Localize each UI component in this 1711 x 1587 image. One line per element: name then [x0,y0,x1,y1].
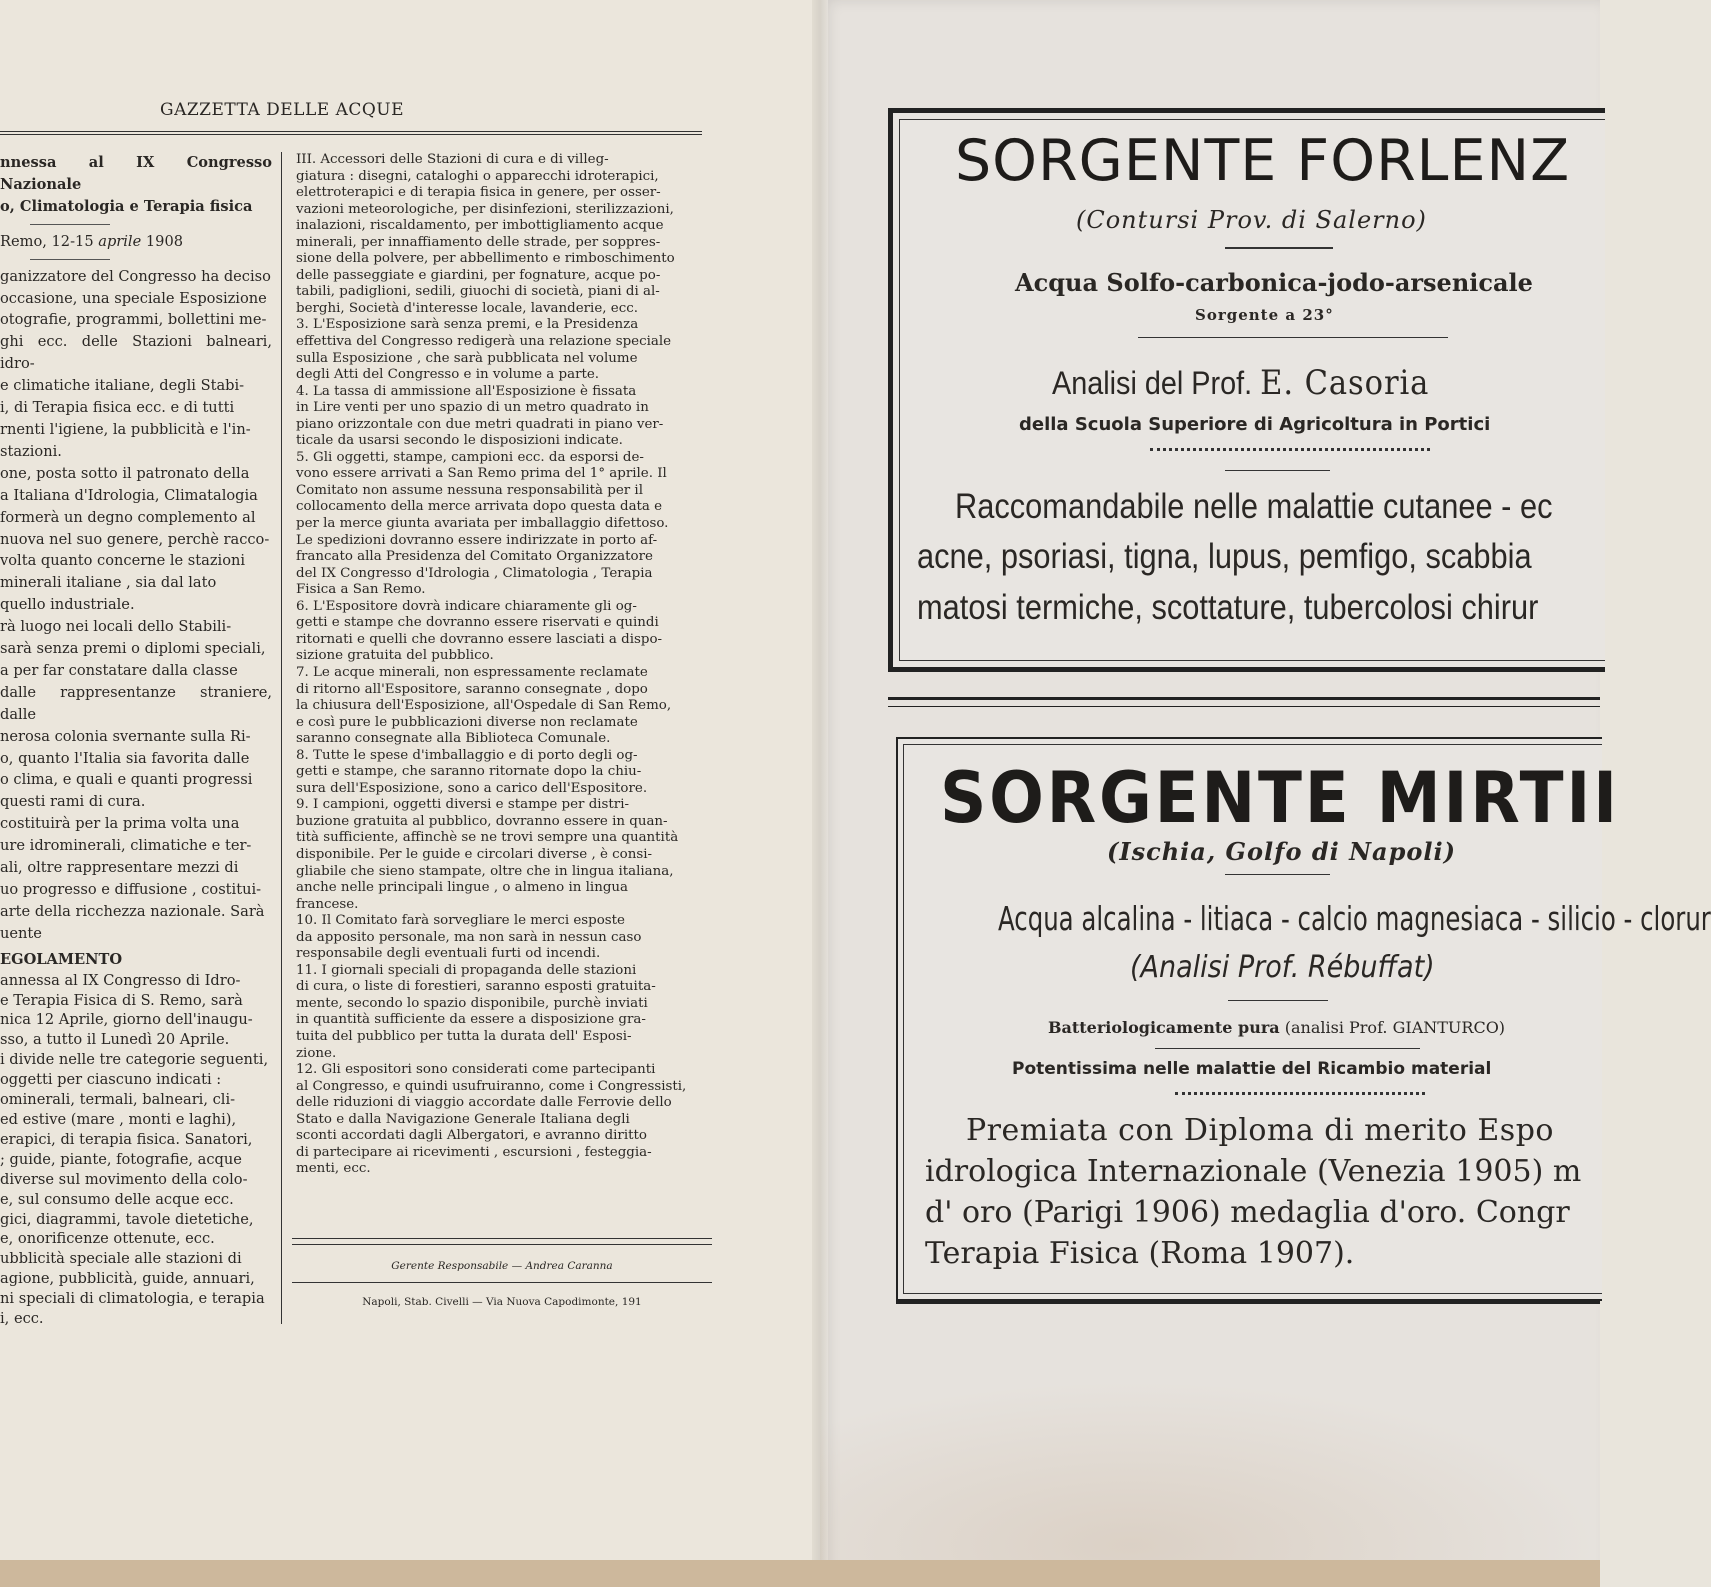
column-a-line: agione, pubblicità, guide, annuari, [0,1270,255,1288]
column-a-line: o clima, e quali e quanti progressi [0,771,253,789]
column-b-line: in quantità sufficiente da essere a disposizione gra- [296,1012,646,1028]
column-a-line: formerà un degno complemento al [0,508,256,526]
column-b-line: di cura, o liste di forestieri, saranno esposti gratuita- [296,979,656,995]
ad-mirtiti-line-1: Premiata con Diploma di merito Espo [966,1113,1554,1148]
ad-mirtiti-title: SORGENTE MIRTII [940,757,1620,839]
column-a-line: sso, a tutto il Lunedì 20 Aprile. [0,1031,230,1049]
ad-forlenza-water: Acqua Solfo-carbonica-jodo-arsenicale [1015,268,1533,297]
column-b-line: tuita del pubblico per tutta la durata dell' Esposi- [296,1028,632,1044]
rule [1225,874,1330,875]
table-surface [0,1560,1600,1587]
ad-mirtiti-line-2: idrologica Internazionale (Venezia 1905) m [925,1154,1582,1189]
column-b-line: sulla Esposizione , che sarà pubblicata nel volume [296,350,638,366]
column-b-line: disponibile. Per le guide e circolari diverse , è consi- [296,846,653,862]
column-a-line: nerosa colonia svernante sulla Ri- [0,727,251,745]
column-b-line: vazioni meteorologiche, per disinfezioni, sterilizzazioni, [296,201,674,217]
column-b-body [296,152,710,1178]
column-b-line: per la merce giunta avariata per imballaggio difettoso. [296,516,669,532]
rule [1228,1000,1328,1001]
ad-separator [888,697,1600,707]
column-b-line: ticale da usarsi secondo le disposizioni indicate. [296,433,623,449]
column-a-line: rà luogo nei locali dello Stabili- [0,618,232,636]
column-b-line: giatura : disegni, cataloghi o apparecchi idroterapici, [296,168,659,184]
rule [1155,1048,1420,1049]
rule [1138,337,1448,338]
column-a-line: arte della ricchezza nazionale. Sarà [0,902,265,920]
column-b-line: responsabile degli eventuali furti od incendi. [296,946,601,962]
column-a-line: sarà senza premi o diplomi speciali, [0,640,266,658]
column-a-line: ure idrominerali, climatiche e ter- [0,837,252,855]
column-a-line: volta quanto concerne le stazioni [0,552,246,570]
column-a-line: one, posta sotto il patronato della [0,464,250,482]
column-a-line: nuova nel suo genere, perchè racco- [0,530,270,548]
column-a-heading-1: nnessa al IX Congresso Nazionale [0,154,272,193]
column-a-line: uo progresso e diffusione , costitui- [0,881,262,898]
column-b-line: tità sufficiente, affinchè se ne trovi sempre una quantità [296,830,679,846]
column-a-line: questi rami di cura. [0,793,146,811]
column-a-line: annessa al IX Congresso di Idro- [0,971,241,989]
column-a-body [0,266,272,945]
column-b-line: vono essere arrivati a San Remo prima del 1° aprile. Il [296,466,667,482]
column-a-line: occasione, una speciale Esposizione [0,289,267,307]
column-b-line: sura dell'Esposizione, sono a carico dell'Espositore. [296,780,648,796]
column-b-line: sizione gratuita del pubblico. [296,648,494,664]
column-b-line: menti, ecc. [296,1161,371,1177]
column-b-line: 4. La tassa di ammissione all'Esposizione è fissata [296,383,637,399]
column-a-line: rnenti l'igiene, la pubblicità e l'in- [0,420,251,438]
ad-forlenza-location: (Contursi Prov. di Salerno) [1076,206,1427,234]
column-b-line: 7. Le acque minerali, non espressamente reclamate [296,664,648,680]
paper-stain [820,1380,1600,1587]
column-b-line: ritornati e quelli che dovranno essere lasciati a dispo- [296,631,663,647]
column-a-line: quello industriale. [0,596,135,614]
column-b-line: minerali, per innaffiamento delle strade, per soppres- [296,234,661,250]
column-a-line: i divide nelle tre categorie seguenti, [0,1051,269,1069]
column-b-line: Fisica a San Remo. [296,582,426,598]
ad-mirtiti-potent: Potentissima nelle malattie del Ricambio material [1012,1059,1492,1079]
column-b-line: mente, secondo lo spazio disponibile, purchè inviati [296,995,648,1011]
column-a-line: e, sul consumo delle acque ecc. [0,1190,234,1208]
ad-forlenza-line-2: acne, psoriasi, tigna, lupus, pemfigo, scabbia [917,537,1532,576]
column-b-line: piano orizzontale con due metri quadrati in piano ver- [296,416,664,432]
column-a-line: gici, diagrammi, tavole dietetiche, [0,1210,254,1228]
column-a-line: e climatiche italiane, degli Stabi- [0,377,245,395]
column-b-line: delle riduzioni di viaggio accordate dalle Ferrovie dello [296,1095,672,1111]
column-b-line: gliabile che sieno stampate, oltre che in lingua italiana, [296,863,674,879]
ad-mirtiti-analysis: (Analisi Prof. Rébuffat) [1130,950,1435,985]
ad-forlenza-line-3: matosi termiche, scottature, tubercolosi chirur [917,588,1539,627]
column-a-line: minerali italiane , sia dal lato [0,574,217,592]
column-b-line: degli Atti del Congresso e in volume a parte. [296,367,600,383]
column-a-line: oggetti per ciascuno indicati : [0,1071,222,1089]
ad-mirtiti-line-3: d' oro (Parigi 1906) medaglia d'oro. Congr [925,1195,1570,1230]
column-b-line: del IX Congresso d'Idrologia , Climatologia , Terapia [296,565,653,581]
column-b-line: francato alla Presidenza del Comitato Organizzatore [296,549,653,565]
column-a-line: ubblicità speciale alle stazioni di [0,1250,242,1268]
column-a-line: a per far constatare dalla classe [0,661,238,679]
column-b-line: tabili, padiglioni, sedili, giuochi di società, piani di al- [296,284,660,300]
column-b-line: saranno consegnate alla Biblioteca Comunale. [296,731,611,747]
ad-mirtiti-location: (Ischia, Golfo di Napoli) [1107,837,1456,866]
column-rule [281,152,282,1324]
column-b-line: delle passeggiate e giardini, per fognature, acque po- [296,267,661,283]
column-b-line: 8. Tutte le spese d'imballaggio e di porto degli og- [296,747,638,763]
column-b-line: zione. [296,1045,337,1061]
column-a-line: nica 12 Aprile, giorno dell'inaugu- [0,1011,253,1029]
column-a-line: e Terapia Fisica di S. Remo, sarà [0,991,243,1009]
column-b-line: buzione gratuita al pubblico, dovranno essere in quan- [296,813,668,829]
column-b [296,152,710,1178]
ornament-rule [1225,247,1333,249]
column-a-line: e, onorificenze ottenute, ecc. [0,1230,215,1248]
column-b-line: Stato e dalla Navigazione Generale Italiana degli [296,1111,630,1127]
section-title: EGOLAMENTO [0,950,123,968]
small-rule [30,259,110,260]
column-b-line: 11. I giornali speciali di propaganda delle stazioni [296,962,637,978]
rule [1225,470,1330,471]
footer-rule [292,1238,712,1245]
column-b-line: effettiva del Congresso redigerà una relazione speciale [296,334,672,350]
column-b-line: da apposito personale, ma non sarà in nessun caso [296,929,642,945]
column-a-date: Remo, 12-15 aprile 1908 [0,232,184,250]
column-b-line: francese. [296,896,359,912]
printer-line: Napoli, Stab. Civelli — Via Nuova Capodimonte, 191 [362,1296,642,1308]
column-b-line: 5. Gli oggetti, stampe, campioni ecc. da esporsi de- [296,449,644,465]
column-b-line: al Congresso, e quindi usufruiranno, come i Congressisti, [296,1078,687,1094]
column-b-line: Le spedizioni dovranno essere indirizzate in porto af- [296,532,658,548]
column-a-body-2 [0,971,272,1329]
ad-mirtiti-bottom-rule [896,1300,1600,1304]
page-gutter [812,0,828,1587]
column-b-line: 9. I campioni, oggetti diversi e stampe per distri- [296,797,630,813]
column-a-line: dalle rappresentanze straniere, dalle [0,683,272,723]
column-b-line: elettroterapici e di terapia fisica in genere, per osser- [296,185,661,201]
column-b-line: sconti accordati dagli Albergatori, e avranno diritto [296,1128,647,1144]
column-b-line: 3. L'Esposizione sarà senza premi, e la Presidenza [296,317,639,333]
column-b-line: anche nelle principali lingue , o almeno in lingua [296,880,629,896]
column-a-line: i, di Terapia fisica ecc. e di tutti [0,399,235,417]
column-a-line: o, quanto l'Italia sia favorita dalle [0,749,250,767]
column-a-line: ghi ecc. delle Stazioni balneari, idro- [0,333,272,373]
ad-forlenza-analysis: Analisi del Prof. E. Casoria [1052,363,1430,403]
column-a-line: diverse sul movimento della colo- [0,1170,248,1188]
column-b-line: III. Accessori delle Stazioni di cura e di villeg- [296,152,609,167]
column-a-line: ni speciali di climatologia, e terapia [0,1290,265,1308]
header-rule [0,131,702,135]
column-b-line: 12. Gli espositori sono considerati come partecipanti [296,1062,656,1078]
column-b-line: 6. L'Espositore dovrà indicare chiaramente gli og- [296,598,637,614]
ad-forlenza-title: SORGENTE FORLENZ [955,128,1571,194]
column-a-line: i, ecc. [0,1310,44,1328]
small-rule [30,224,110,225]
column-b-line: di partecipare ai ricevimenti , escursioni , festeggia- [296,1144,652,1160]
footer-rule-2 [292,1282,712,1283]
column-b-line: getti e stampe che dovranno essere riservati e quindi [296,615,659,631]
column-a-line: ali, oltre rappresentare mezzi di [0,859,239,877]
column-a-line: costituirà per la prima volta una [0,815,240,833]
column-b-line: getti e stampe, che saranno ritornate dopo la chiu- [296,764,642,780]
column-b-line: e così pure le pubblicazioni diverse non reclamate [296,714,638,730]
column-b-line: 10. Il Comitato farà sorvegliare le merci esposte [296,913,625,929]
column-a [0,152,272,1329]
column-b-line: di ritorno all'Espositore, saranno consegnate , dopo [296,681,648,697]
column-a-line: uente [0,924,42,942]
ad-mirtiti-water: Acqua alcalina - litiaca - calcio magnesiaca - silicio - clorur [998,899,1711,938]
dotted-rule [1150,448,1430,451]
gerente-line: Gerente Responsabile — Andrea Caranna [391,1260,613,1272]
dotted-rule [1175,1092,1425,1095]
column-a-line: ganizzatore del Congresso ha deciso [0,267,271,285]
ad-forlenza-temp: Sorgente a 23° [1195,306,1334,324]
column-a-line: ed estive (mare , monti e laghi), [0,1110,237,1128]
ad-mirtiti-line-4: Terapia Fisica (Roma 1907). [925,1236,1355,1271]
column-a-line: a Italiana d'Idrologia, Climatalogia [0,486,258,504]
column-a-line: ; guide, piante, fotografie, acque [0,1150,242,1168]
column-b-line: Comitato non assume nessuna responsabilità per il [296,482,643,498]
column-b-line: in Lire venti per uno spazio di un metro quadrato in [296,400,649,416]
column-a-line: ominerali, termali, balneari, cli- [0,1091,236,1109]
column-a-heading-2: o, Climatologia e Terapia fisica [0,197,253,215]
column-b-line: collocamento della merce arrivata dopo questa data e [296,499,663,515]
column-b-line: inalazioni, riscaldamento, per imbottigliamento acque [296,218,664,234]
column-a-line: otografie, programmi, bollettini me- [0,311,267,329]
ad-mirtiti-bacteriology: Batteriologicamente pura (analisi Prof. GIANTURCO) [1048,1018,1506,1037]
column-b-line: berghi, Società d'interesse locale, lavanderie, ecc. [296,300,638,316]
column-a-line: erapici, di terapia fisica. Sanatori, [0,1130,253,1148]
ad-forlenza-school: della Scuola Superiore di Agricoltura in Portici [1019,414,1491,435]
column-a-line: stazioni. [0,442,62,460]
ad-forlenza-line-1: Raccomandabile nelle malattie cutanee - ec [955,487,1553,526]
running-head: GAZZETTA DELLE ACQUE [160,100,405,120]
column-b-line: sione della polvere, per abbellimento e rimboschimento [296,251,675,267]
column-b-line: la chiusura dell'Esposizione, all'Ospedale di San Remo, [296,698,672,714]
